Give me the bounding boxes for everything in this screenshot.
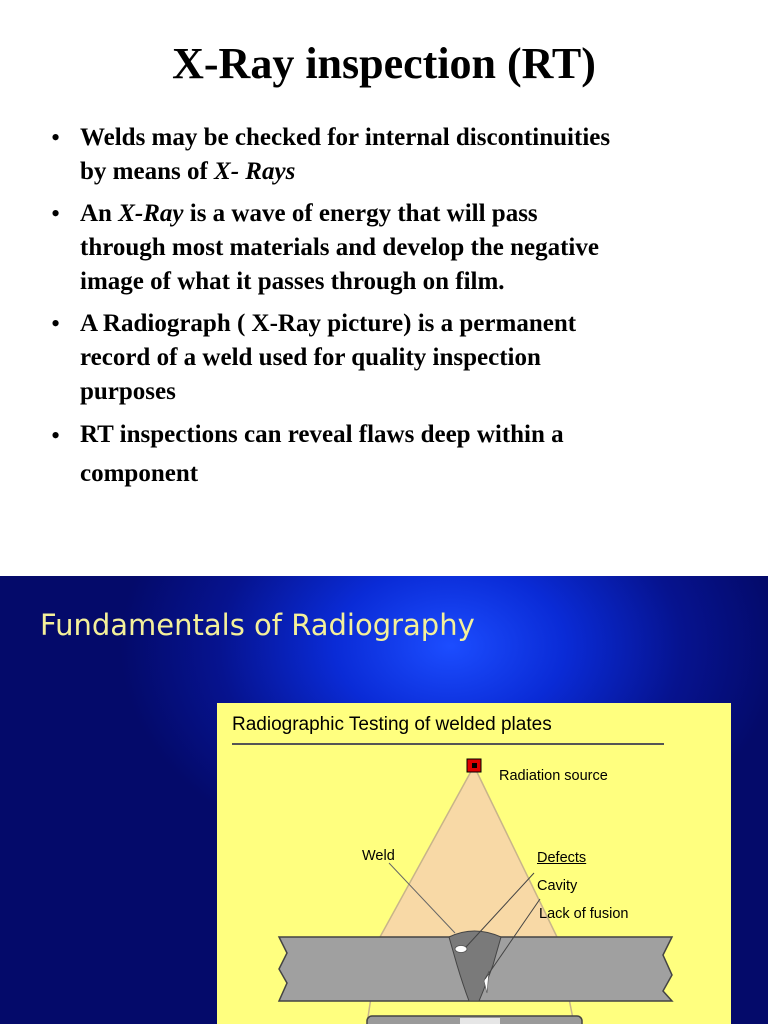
cavity-defect [455,946,467,953]
bullet-4-line-2: component [80,460,199,487]
weld-label: Weld [362,848,395,864]
radiographic-testing-diagram [217,703,731,1024]
bullet-1-line-2: by means of X- Rays [80,158,296,185]
diagram-graphic [217,703,731,1024]
slide-title: Fundamentals of Radiography [40,608,475,642]
radiation-beam [380,766,557,937]
bullet-2-line-3: image of what it passes through on film. [80,268,505,295]
bullet-marker: • [51,123,61,152]
cavity-label: Cavity [537,878,578,894]
bullet-marker: • [51,309,61,338]
bullet-3-line-1: A Radiograph ( X-Ray picture) is a permanent [80,310,577,337]
bullet-2-line-1: An X-Ray is a wave of energy that will pass [80,200,538,227]
bullet-marker: • [51,421,61,450]
bullet-3-line-3: purposes [80,378,176,405]
defects-label: Defects [537,850,587,866]
slide-title: X-Ray inspection (RT) [172,39,596,88]
lack-of-fusion-label: Lack of fusion [539,906,629,922]
bullet-2-line-2: through most materials and develop the negative [80,234,599,261]
slide-fundamentals-radiography [0,576,768,1024]
bullet-4-line-1: RT inspections can reveal flaws deep within a [80,421,564,448]
diagram-heading: Radiographic Testing of welded plates [232,714,552,735]
radiation-source-label: Radiation source [499,768,608,784]
bullet-3-line-2: record of a weld used for quality inspection [80,344,541,371]
bullet-1-line-1: Welds may be checked for internal discontinuities [80,124,611,151]
bullet-marker: • [51,199,61,228]
